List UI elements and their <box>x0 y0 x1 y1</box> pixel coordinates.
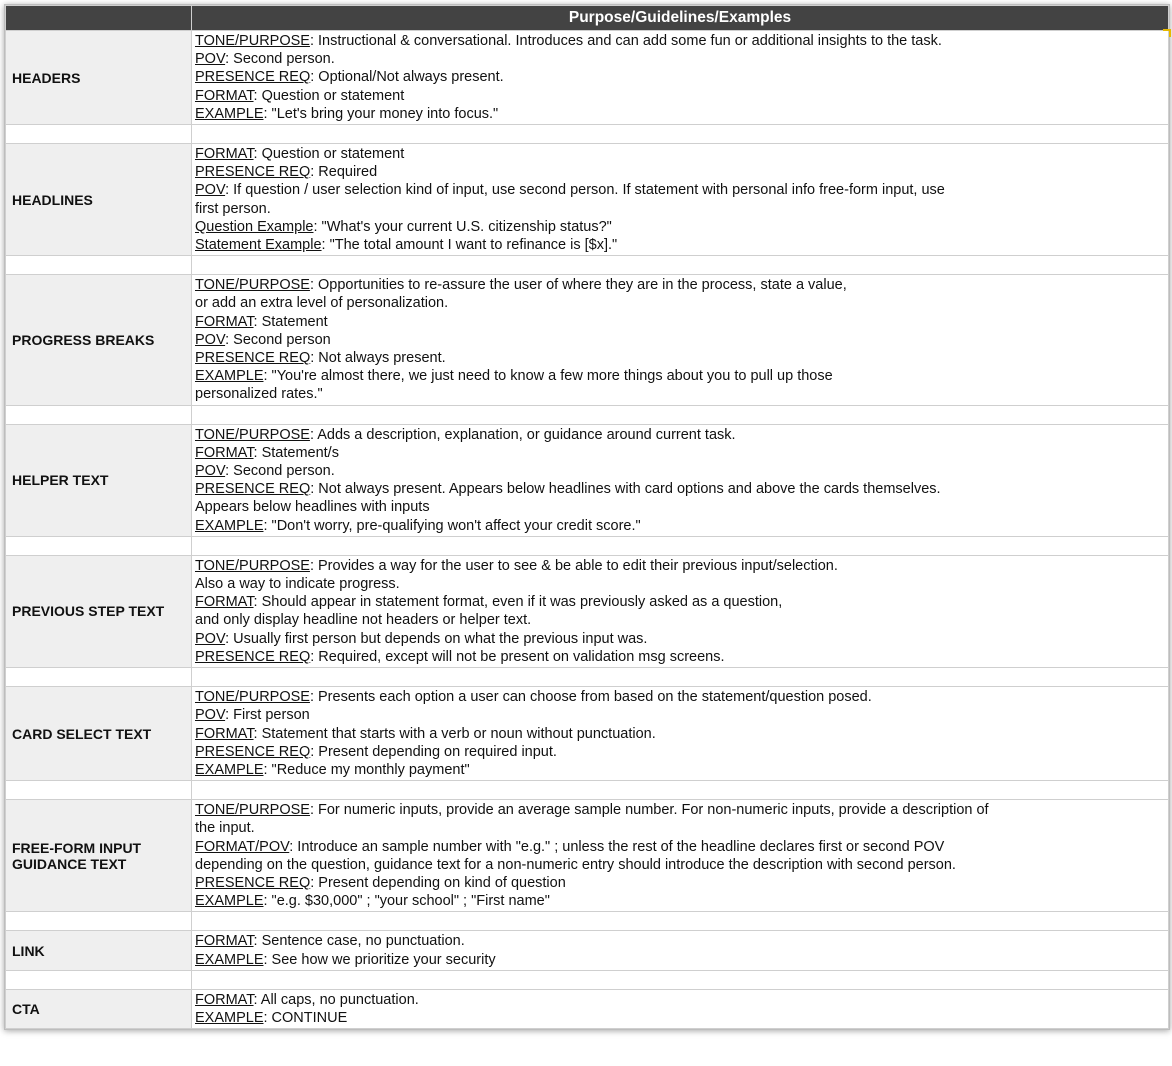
field-text: : Instructional & conversational. Introduces and can add some fun or additional insights to the task. <box>309 33 942 49</box>
content-line <box>195 200 1165 218</box>
field-text: : Second person. <box>225 463 335 480</box>
table-row <box>6 424 1169 536</box>
row-label-cell[interactable]: LINK <box>6 931 192 970</box>
field-text: : Presents each option a user can choose from based on the statement/question posed. <box>309 689 872 706</box>
field-key: Question Example <box>195 218 314 235</box>
table-body <box>6 31 1169 1029</box>
field-text: Also a way to indicate progress. <box>195 576 400 593</box>
field-key: PRESENCE REQ <box>195 481 311 498</box>
content-line <box>195 444 1165 462</box>
row-content-cell[interactable] <box>192 144 1169 256</box>
field-text: : Present depending on kind of question <box>310 874 566 891</box>
table-row <box>6 31 1169 125</box>
field-key: FORMAT <box>195 725 254 742</box>
field-text: : "Reduce my monthly payment" <box>263 761 470 778</box>
row-content-cell[interactable] <box>192 931 1169 970</box>
content-line <box>195 276 1165 294</box>
field-text: : "e.g. $30,000" ; "your school" ; "First name" <box>263 893 550 910</box>
row-content-cell[interactable] <box>192 31 1169 125</box>
content-line <box>195 462 1165 480</box>
content-line <box>195 856 1165 874</box>
content-line <box>195 517 1165 535</box>
row-label-cell[interactable]: CTA <box>6 989 192 1028</box>
empty-cell[interactable] <box>192 781 1169 800</box>
field-text: : Usually first person but depends on what the previous input was. <box>225 630 648 647</box>
field-text: : Question or statement <box>253 146 405 163</box>
field-text: : "Let's bring your money into focus." <box>263 105 499 122</box>
field-key: EXAMPLE <box>195 761 264 778</box>
field-text: : Statement/s <box>253 444 339 461</box>
table-row <box>6 687 1169 781</box>
field-key: POV <box>195 51 226 68</box>
field-key: PRESENCE REQ <box>195 164 311 181</box>
content-line <box>195 557 1165 575</box>
row-label-cell[interactable]: HEADLINES <box>6 144 192 256</box>
content-line <box>195 575 1165 593</box>
content-line <box>195 819 1165 837</box>
row-label-cell[interactable]: FREE-FORM INPUT GUIDANCE TEXT <box>6 800 192 912</box>
empty-cell[interactable] <box>6 781 192 800</box>
field-text: : Should appear in statement format, even if it was previously asked as a question, <box>253 594 783 611</box>
content-line <box>195 725 1165 743</box>
empty-cell[interactable] <box>6 912 192 931</box>
table-row <box>6 800 1169 912</box>
field-text: : CONTINUE <box>263 1009 348 1026</box>
field-text: : Second person. <box>225 51 335 68</box>
content-line <box>195 951 1165 969</box>
field-text: : "What's your current U.S. citizenship status?" <box>313 218 612 235</box>
content-line <box>195 648 1165 666</box>
content-line <box>195 87 1165 105</box>
field-key: PRESENCE REQ <box>195 743 311 760</box>
spacer-row <box>6 668 1169 687</box>
field-key: FORMAT <box>195 146 254 163</box>
empty-cell[interactable] <box>6 970 192 989</box>
field-text: : "The total amount I want to refinance is [$x]." <box>321 237 618 254</box>
spacer-row <box>6 125 1169 144</box>
content-line <box>195 32 1165 50</box>
field-key: TONE/PURPOSE <box>195 689 310 706</box>
table-row <box>6 555 1169 667</box>
spacer-row <box>6 781 1169 800</box>
field-text: : Required, except will not be present on validation msg screens. <box>310 648 725 665</box>
field-key: EXAMPLE <box>195 1009 264 1026</box>
field-key: FORMAT/POV <box>195 838 290 855</box>
field-key: POV <box>195 463 226 480</box>
content-line <box>195 874 1165 892</box>
content-line <box>195 385 1165 403</box>
empty-cell[interactable] <box>192 668 1169 687</box>
field-key: EXAMPLE <box>195 105 264 122</box>
field-key: TONE/PURPOSE <box>195 557 310 574</box>
field-text: : Not always present. Appears below headlines with card options and above the cards themselves. <box>310 481 941 498</box>
content-line <box>195 367 1165 385</box>
row-content-cell[interactable] <box>192 275 1169 405</box>
field-key: FORMAT <box>195 444 254 461</box>
row-label-cell[interactable]: CARD SELECT TEXT <box>6 687 192 781</box>
content-line <box>195 688 1165 706</box>
content-line <box>195 593 1165 611</box>
empty-cell[interactable] <box>6 668 192 687</box>
content-line <box>195 480 1165 498</box>
content-line <box>195 991 1165 1009</box>
field-text: : Introduce an sample number with "e.g." ; unless the rest of the headline declares first or second POV <box>289 838 945 855</box>
field-text: : Opportunities to re-assure the user of where they are in the process, state a value, <box>309 277 847 294</box>
field-text: : Not always present. <box>310 350 446 367</box>
spacer-row <box>6 912 1169 931</box>
empty-cell[interactable] <box>192 256 1169 275</box>
field-key: POV <box>195 331 226 348</box>
cell-selection-marker <box>1163 29 1171 37</box>
field-key: POV <box>195 182 226 199</box>
empty-cell[interactable] <box>6 125 192 144</box>
table-row <box>6 275 1169 405</box>
content-line <box>195 630 1165 648</box>
field-key: EXAMPLE <box>195 951 264 968</box>
content-line <box>195 706 1165 724</box>
spacer-row <box>6 970 1169 989</box>
row-content-cell[interactable] <box>192 989 1169 1028</box>
row-label-cell[interactable]: HELPER TEXT <box>6 424 192 536</box>
content-line <box>195 294 1165 312</box>
field-text: : If question / user selection kind of input, use second person. If statement with personal info free-form input, use <box>225 182 945 199</box>
field-key: POV <box>195 707 226 724</box>
empty-cell[interactable] <box>192 970 1169 989</box>
field-text: first person. <box>195 200 271 217</box>
field-text: : Sentence case, no punctuation. <box>253 933 465 950</box>
field-text: and only display headline not headers or helper text. <box>195 612 532 629</box>
empty-cell[interactable] <box>6 536 192 555</box>
content-line <box>195 801 1165 819</box>
content-line <box>195 349 1165 367</box>
field-key: FORMAT <box>195 933 254 950</box>
field-key: TONE/PURPOSE <box>195 33 310 49</box>
row-label-cell[interactable]: HEADERS <box>6 31 192 125</box>
field-text: : Adds a description, explanation, or guidance around current task. <box>309 426 736 443</box>
row-content-cell[interactable] <box>192 800 1169 912</box>
field-text: personalized rates." <box>195 386 323 403</box>
field-text: : Statement that starts with a verb or noun without punctuation. <box>253 725 656 742</box>
field-text: : Required <box>310 164 378 181</box>
table-row <box>6 931 1169 970</box>
content-line <box>195 313 1165 331</box>
content-line <box>195 331 1165 349</box>
content-line <box>195 163 1165 181</box>
field-text: : First person <box>225 707 310 724</box>
row-label-cell[interactable]: PROGRESS BREAKS <box>6 275 192 405</box>
header-corner-cell[interactable] <box>6 6 192 31</box>
header-row <box>6 6 1169 31</box>
content-line <box>195 181 1165 199</box>
field-key: TONE/PURPOSE <box>195 277 310 294</box>
content-line <box>195 743 1165 761</box>
field-text: : "You're almost there, we just need to know a few more things about you to pull up those <box>263 368 833 385</box>
field-key: EXAMPLE <box>195 517 264 534</box>
field-text: : For numeric inputs, provide an average sample number. For non-numeric inputs, provide a description of <box>309 802 989 819</box>
field-text: : Present depending on required input. <box>310 743 557 760</box>
row-content-cell[interactable] <box>192 424 1169 536</box>
spacer-row <box>6 256 1169 275</box>
field-key: PRESENCE REQ <box>195 648 311 665</box>
empty-cell[interactable] <box>192 536 1169 555</box>
content-line <box>195 838 1165 856</box>
field-text: : Statement <box>253 313 328 330</box>
content-line <box>195 611 1165 629</box>
row-label-cell[interactable]: PREVIOUS STEP TEXT <box>6 555 192 667</box>
field-text: depending on the question, guidance text for a non-numeric entry should introduce the description with second person. <box>195 856 956 873</box>
field-key: Statement Example <box>195 237 322 254</box>
content-line <box>195 1009 1165 1027</box>
empty-cell[interactable] <box>192 405 1169 424</box>
empty-cell[interactable] <box>6 405 192 424</box>
content-line <box>195 105 1165 123</box>
content-line <box>195 218 1165 236</box>
field-key: PRESENCE REQ <box>195 874 311 891</box>
field-key: EXAMPLE <box>195 893 264 910</box>
guidelines-table <box>5 5 1169 1029</box>
content-line <box>195 498 1165 516</box>
empty-cell[interactable] <box>192 125 1169 144</box>
field-key: PRESENCE REQ <box>195 350 311 367</box>
content-line <box>195 426 1165 444</box>
content-line <box>195 145 1165 163</box>
field-key: FORMAT <box>195 87 254 104</box>
field-text: or add an extra level of personalization. <box>195 295 449 312</box>
content-line <box>195 932 1165 950</box>
content-line <box>195 892 1165 910</box>
row-content-cell[interactable] <box>192 687 1169 781</box>
field-key: FORMAT <box>195 313 254 330</box>
content-line <box>195 236 1165 254</box>
field-key: EXAMPLE <box>195 368 264 385</box>
field-text: Appears below headlines with inputs <box>195 499 430 516</box>
spacer-row <box>6 405 1169 424</box>
field-text: : "Don't worry, pre-qualifying won't affect your credit score." <box>263 517 641 534</box>
field-key: TONE/PURPOSE <box>195 426 310 443</box>
content-line <box>195 761 1165 779</box>
field-key: POV <box>195 630 226 647</box>
table-row <box>6 989 1169 1028</box>
empty-cell[interactable] <box>192 912 1169 931</box>
spacer-row <box>6 536 1169 555</box>
column-header[interactable]: Purpose/Guidelines/Examples <box>192 6 1169 31</box>
row-content-cell[interactable] <box>192 555 1169 667</box>
field-text: : Optional/Not always present. <box>310 69 504 86</box>
guidelines-sheet <box>4 4 1170 1030</box>
field-key: FORMAT <box>195 991 254 1008</box>
field-key: TONE/PURPOSE <box>195 802 310 819</box>
field-key: FORMAT <box>195 594 254 611</box>
field-text: : Provides a way for the user to see & be able to edit their previous input/selection. <box>309 557 838 574</box>
content-line <box>195 50 1165 68</box>
field-text: : Question or statement <box>253 87 405 104</box>
field-key: PRESENCE REQ <box>195 69 311 86</box>
field-text: : See how we prioritize your security <box>263 951 496 968</box>
content-line <box>195 68 1165 86</box>
field-text: the input. <box>195 820 255 837</box>
field-text: : Second person <box>225 331 331 348</box>
table-row <box>6 144 1169 256</box>
field-text: : All caps, no punctuation. <box>253 991 419 1008</box>
empty-cell[interactable] <box>6 256 192 275</box>
